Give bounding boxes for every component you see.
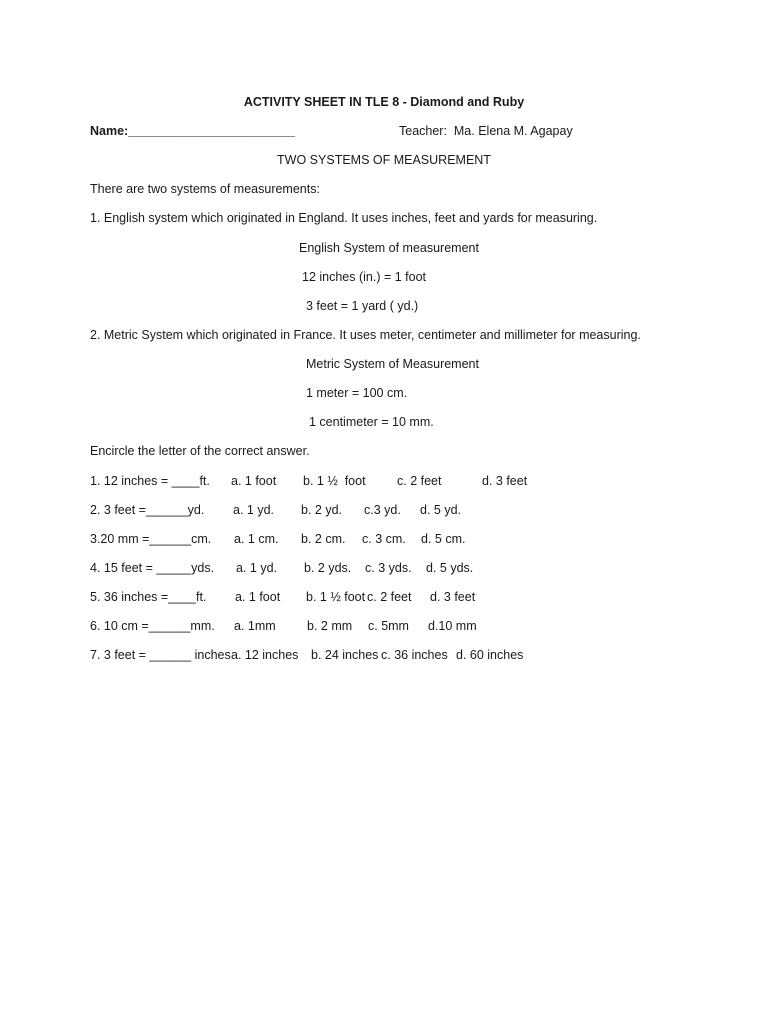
- intro-text: There are two systems of measurements:: [90, 182, 320, 196]
- name-field-label: Name:________________________: [90, 124, 296, 138]
- quiz-instruction: Encircle the letter of the correct answer.: [90, 444, 310, 458]
- question-4-choice-b[interactable]: b. 2 yds.: [304, 561, 352, 575]
- teacher-label: Teacher: Ma. Elena M. Agapay: [399, 124, 573, 138]
- section-title: TWO SYSTEMS OF MEASUREMENT: [277, 153, 491, 167]
- english-system-description: 1. English system which originated in England. It uses inches, feet and yards for measuring.: [90, 211, 598, 225]
- question-4-choice-a[interactable]: a. 1 yd.: [236, 561, 277, 575]
- question-5-prompt: 5. 36 inches =____ft.: [90, 590, 207, 604]
- question-5-choice-a[interactable]: a. 1 foot: [235, 590, 281, 604]
- question-1-choice-c[interactable]: c. 2 feet: [397, 474, 442, 488]
- metric-system-heading: Metric System of Measurement: [306, 357, 479, 371]
- question-6-choice-b[interactable]: b. 2 mm: [307, 619, 353, 633]
- question-1-prompt: 1. 12 inches = ____ft.: [90, 474, 210, 488]
- english-system-heading: English System of measurement: [299, 241, 479, 255]
- question-6-choice-c[interactable]: c. 5mm: [368, 619, 409, 633]
- question-5-choice-d[interactable]: d. 3 feet: [430, 590, 476, 604]
- question-3-choice-b[interactable]: b. 2 cm.: [301, 532, 346, 546]
- english-conversion-1: 12 inches (in.) = 1 foot: [302, 270, 427, 284]
- question-4-choice-c[interactable]: c. 3 yds.: [365, 561, 412, 575]
- question-2-choice-b[interactable]: b. 2 yd.: [301, 503, 342, 517]
- question-7-prompt: 7. 3 feet = ______ inches: [90, 648, 231, 662]
- metric-conversion-1: 1 meter = 100 cm.: [306, 386, 408, 400]
- question-6-choice-a[interactable]: a. 1mm: [234, 619, 276, 633]
- question-3-choice-d[interactable]: d. 5 cm.: [421, 532, 466, 546]
- english-conversion-2: 3 feet = 1 yard ( yd.): [306, 299, 419, 313]
- question-7-choice-b[interactable]: b. 24 inches: [311, 648, 379, 662]
- question-4-prompt: 4. 15 feet = _____yds.: [90, 561, 215, 575]
- question-2-choice-d[interactable]: d. 5 yd.: [420, 503, 461, 517]
- question-7-choice-c[interactable]: c. 36 inches: [381, 648, 448, 662]
- question-1-choice-a[interactable]: a. 1 foot: [231, 474, 277, 488]
- question-2-prompt: 2. 3 feet =______yd.: [90, 503, 205, 517]
- sheet-title: ACTIVITY SHEET IN TLE 8 - Diamond and Ruby: [243, 95, 525, 109]
- question-5-choice-b[interactable]: b. 1 ½ foot: [306, 590, 366, 604]
- question-1-choice-d[interactable]: d. 3 feet: [482, 474, 528, 488]
- metric-conversion-2: 1 centimeter = 10 mm.: [309, 415, 434, 429]
- question-1-choice-b[interactable]: b. 1 ½ foot: [303, 474, 366, 488]
- question-4-choice-d[interactable]: d. 5 yds.: [426, 561, 474, 575]
- question-2-choice-a[interactable]: a. 1 yd.: [233, 503, 274, 517]
- question-6-choice-d[interactable]: d.10 mm: [428, 619, 477, 633]
- question-5-choice-c[interactable]: c. 2 feet: [367, 590, 412, 604]
- question-7-choice-d[interactable]: d. 60 inches: [456, 648, 524, 662]
- question-6-prompt: 6. 10 cm =______mm.: [90, 619, 215, 633]
- question-2-choice-c[interactable]: c.3 yd.: [364, 503, 401, 517]
- question-3-choice-c[interactable]: c. 3 cm.: [362, 532, 406, 546]
- question-3-choice-a[interactable]: a. 1 cm.: [234, 532, 279, 546]
- question-7-choice-a[interactable]: a. 12 inches: [231, 648, 299, 662]
- metric-system-description: 2. Metric System which originated in France. It uses meter, centimeter and millimeter for measuring.: [90, 328, 641, 342]
- question-3-prompt: 3.20 mm =______cm.: [90, 532, 212, 546]
